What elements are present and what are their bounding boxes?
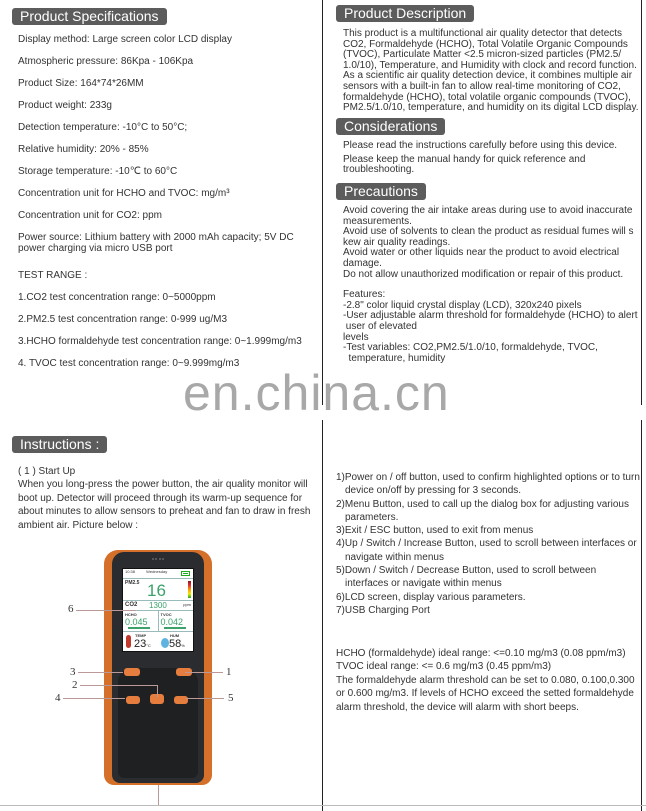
tvoc-value: 0.042 [160,617,184,627]
product-description-heading: Product Description [336,5,474,22]
hcho-label: HCHO [125,612,137,617]
pm25-value: 16 [147,581,166,600]
description-line: formaldehyde (HCHO), total volatile organic compounds (TVOC), [343,91,631,103]
temp-cell [123,632,158,651]
temp-unit: °C [146,643,151,648]
spec-item: Relative humidity: 20% - 85% [18,144,149,155]
callout-5-leader [186,698,224,699]
instructions-text [18,465,316,532]
tvoc-cell [158,611,194,631]
description-line: PM2.5/1.0/10, temperature, and humidity on its digital LCD display. [343,102,639,114]
precautions-heading: Precautions [336,183,426,200]
precaution-line: damage. [343,257,382,269]
step-title: ( 1 ) Start Up [18,466,76,477]
pm25-label: PM2.5 [125,580,140,586]
specifications-list [18,34,313,380]
step-line: ambient air. Picture below : [18,519,139,531]
spec-item: Storage temperature: -10℃ to 60°C [18,166,178,177]
hum-label: HUM [170,633,180,638]
hum-reading [169,638,185,652]
hum-value: 58 [169,638,182,650]
considerations-line: Please read the instructions carefully before using this device. [343,140,618,151]
instructions-heading: Instructions : [12,436,107,453]
spec-item: Display method: Large screen color LCD display [18,34,232,45]
precaution-line: Avoid covering the air intake areas during use to avoid inaccurate [343,205,633,216]
description-line: This product is a multifunctional air quality detector that detects [343,28,623,39]
callout-6-leader [76,610,136,611]
feature-line: user of elevated [343,320,417,332]
step-line: boot up. Detector will proceed through its warm-up sequence for [18,492,303,504]
callout-1: 1 [226,666,232,678]
callout-5: 5 [228,692,234,704]
tvoc-label: TVOC [160,612,172,617]
co2-unit: ppm [183,602,191,607]
features-title: Features: [343,289,386,301]
callout-2-leader-drop [157,685,158,697]
product-specifications-heading: Product Specifications [12,8,167,25]
hcho-level-bar [128,627,150,629]
speaker-grille-icon [152,558,164,560]
description-line: CO2, Formaldehyde (HCHO), Total Volatile Organic Compounds [343,38,628,50]
feature-line: -User adjustable alarm threshold for formaldehyde (HCHO) to alert [343,310,638,322]
up-button-illustration [126,696,140,704]
callout-3-leader [78,672,123,673]
button-function-item: 4)Up / Switch / Increase Button, used to scroll between interfaces or navigate within menus [336,538,637,563]
callout-2: 2 [72,679,78,691]
temp-reading [134,638,151,652]
step-line: When you long-press the power button, the air quality monitor will [18,479,308,491]
considerations-heading: Considerations [336,118,445,135]
screen-status-bar [123,569,193,579]
precaution-line: Avoid water or other liquids near the product to avoid electrical [343,247,620,259]
product-description-text [343,29,643,114]
test-range-title: TEST RANGE : [18,270,88,281]
callout-2-leader [80,685,157,686]
spec-power [18,232,313,254]
spec-item: Product Size: 164*74*26MM [18,78,144,89]
aqi-scale-icon [188,581,191,598]
screen-clock: 10:38 [125,569,136,574]
test-range-item: 1.CO2 test concentration range: 0~5000ppm [18,292,216,303]
feature-line: -Test variables: CO2,PM2.5/1.0/10, formaldehyde, TVOC, [343,342,598,354]
test-range-item: 3.HCHO formaldehyde test concentration range: 0~1.999mg/m3 [18,336,302,347]
button-function-item: 1)Power on / off button, used to confirm highlighted options or to turn device on/off by pressing for 3 seconds. [336,472,640,497]
water-drop-icon [161,638,169,648]
range-line: TVOC ideal range: <= 0.6 mg/m3 (0.45 ppm/m3) [336,661,552,673]
callout-1-leader [185,672,223,673]
screen-day: Wednesday [146,569,168,574]
button-function-item: 5)Down / Switch / Decrease Button, used to scroll between interfaces or navigate within menus [336,565,597,590]
power-line-1: Power source: Lithium battery with 2000 mAh capacity; 5V DC [18,232,294,243]
screen-temp-hum [123,632,193,651]
thermometer-icon [126,635,131,648]
temp-value: 23 [134,638,147,650]
range-line: HCHO (formaldehyde) ideal range: <=0.10 mg/m3 (0.08 ppm/m3) [336,648,626,659]
battery-icon [181,571,190,576]
screen-pm25 [123,579,193,601]
spec-item: Concentration unit for HCHO and TVOC: mg/m³ [18,188,230,199]
callout-4: 4 [55,692,61,704]
air-quality-monitor-illustration [104,550,212,785]
button-function-item: 3)Exit / ESC button, used to exit from menus [336,525,534,537]
right-border-bottom [641,420,642,811]
watermark: en.china.cn [183,365,450,421]
column-divider-bottom [322,420,323,811]
hum-cell [158,632,193,651]
description-line: 1.0/10), Temperature, and Humidity with clock and record function. [343,59,637,71]
temp-label: TEMP [135,633,147,638]
test-range-item: 4. TVOC test concentration range: 0~9.999mg/m3 [18,358,240,369]
callout-6: 6 [68,603,74,615]
feature-line: temperature, humidity [343,352,446,364]
feature-line: -2.8" color liquid crystal display (LCD), 320x240 pixels [343,299,582,311]
precautions-text [343,206,643,364]
precaution-line: kew air quality readings. [343,236,451,248]
button-function-item: 2)Menu Button, used to call up the dialog box for adjusting various parameters. [336,498,629,523]
callout-4-leader [63,698,125,699]
co2-value: 1300 [149,601,167,610]
precaution-line: Do not allow unauthorized modification or repair of this product. [343,268,624,280]
test-range-item: 2.PM2.5 test concentration range: 0-999 ug/M3 [18,314,228,325]
hcho-cell [123,611,158,631]
co2-label: CO2 [125,602,138,608]
power-line-2: power charging via micro USB port [18,243,173,254]
spec-item: Detection temperature: -10°C to 50°C; [18,122,188,133]
description-line: (TVOC), Particulate Matter <2.5 micron-sized particles (PM2.5/ [343,49,622,61]
button-function-item: 6)LCD screen, display various parameters. [336,591,526,603]
callout-3: 3 [70,666,76,678]
feature-line: levels [343,331,369,343]
step-line: about minutes to allow sensors to preheat and fan to draw in fresh [18,506,311,518]
range-line: alarm threshold, the device will alarm with short beeps. [336,701,579,713]
button-function-item: 7)USB Charging Port [336,604,430,616]
considerations-text [343,141,643,176]
hum-unit: % [181,643,185,648]
spec-item: Concentration unit for CO2: ppm [18,210,162,221]
considerations-line: troubleshooting. [343,164,415,176]
tvoc-level-bar [164,627,186,629]
column-divider-top [322,0,323,405]
callout-7-leader [158,785,159,805]
precaution-line: measurements. [343,215,412,227]
range-line: The formaldehyde alarm threshold can be set to 0.080, 0.100,0.300 [336,674,635,686]
description-line: As a scientific air quality detection device, it combines multiple air [343,70,633,82]
screen-hcho-tvoc [123,611,193,632]
hcho-value: 0.045 [125,617,148,627]
bottom-border [0,805,646,806]
range-line: or 0.600 mg/m3. If levels of HCHO exceed the setted formaldehyde [336,688,634,700]
esc-button-illustration [124,668,140,676]
ideal-range-text [336,647,641,714]
spec-item: Product weight: 233g [18,100,112,111]
description-line: sensors with a built-in fan to allow real-time monitoring of CO2, [343,80,621,92]
considerations-line: Please keep the manual handy for quick reference and [343,153,586,165]
spec-item: Atmospheric pressure: 86Kpa - 106Kpa [18,56,194,67]
button-function-list [336,471,641,617]
precaution-line: Avoid use of solvents to clean the product as residual fumes will s [343,226,634,238]
